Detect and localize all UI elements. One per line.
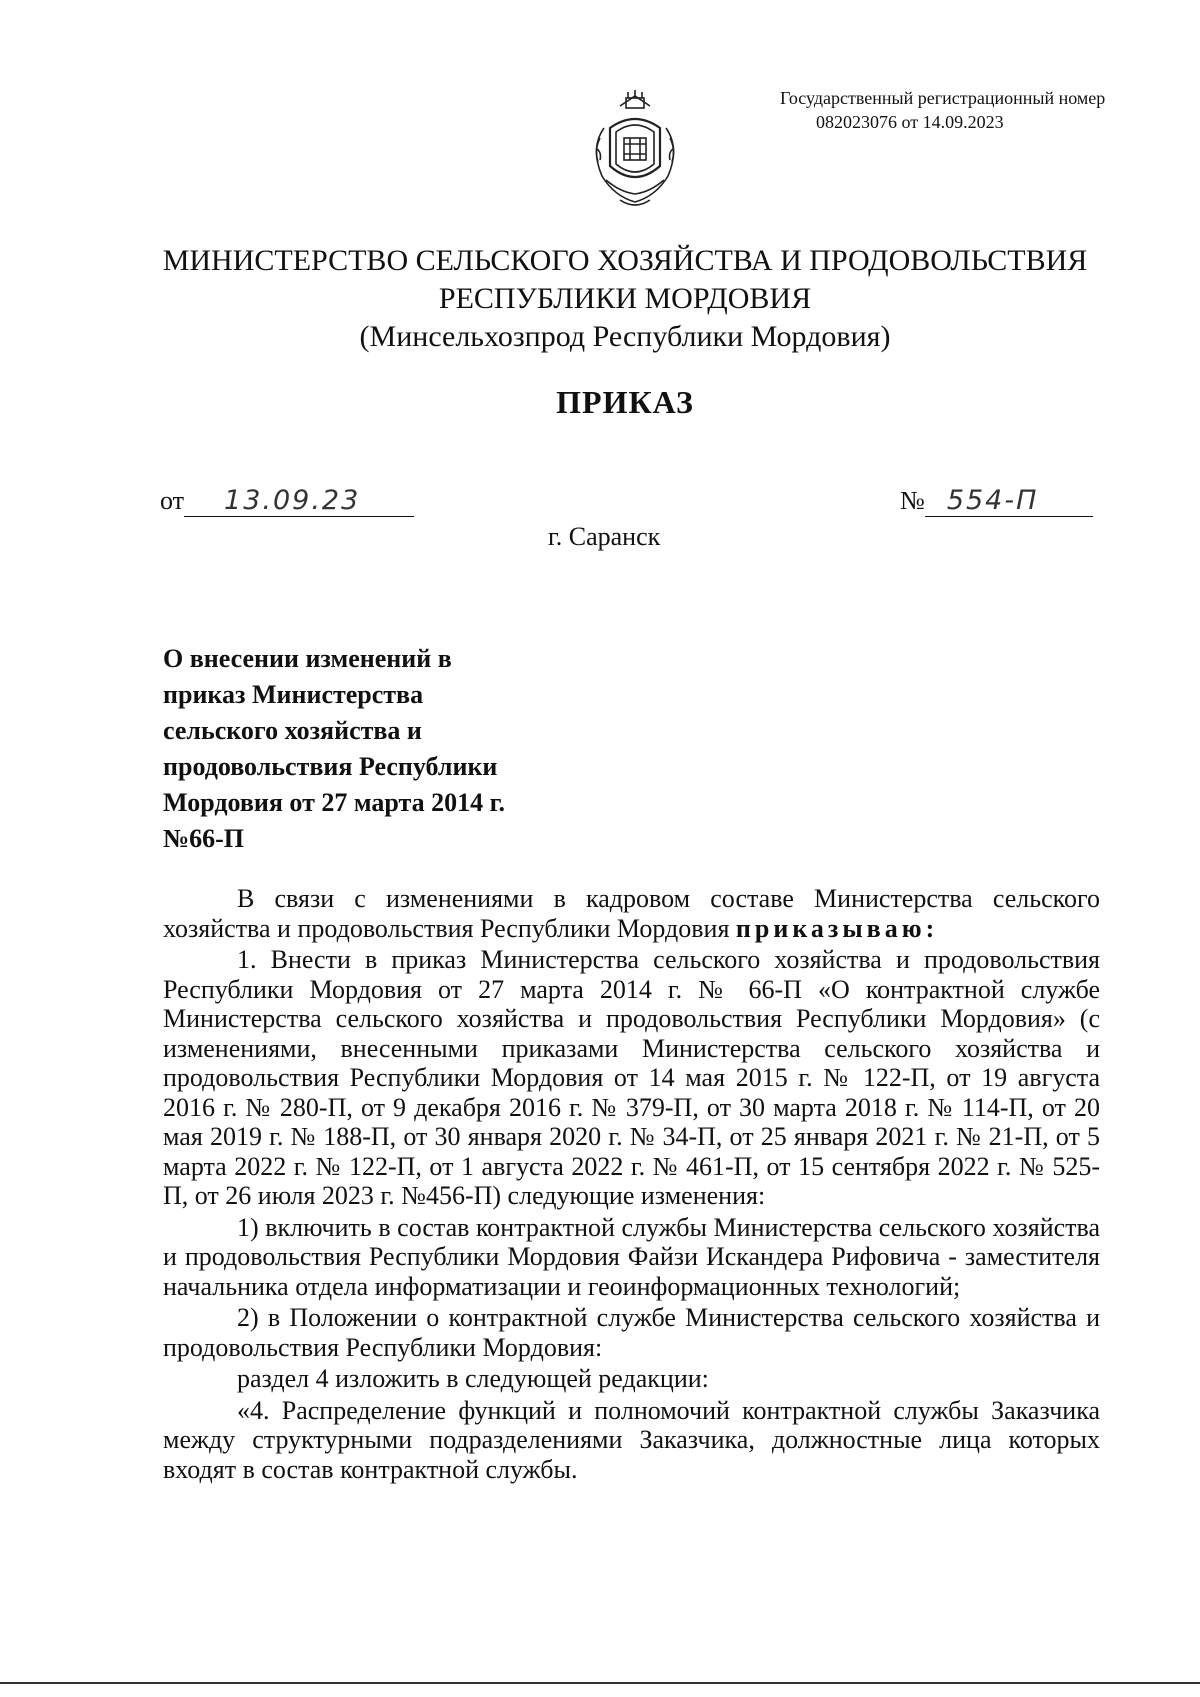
page-bottom-rule xyxy=(0,1682,1200,1684)
number-label: № xyxy=(900,486,925,515)
body-paragraph-4: раздел 4 изложить в следующей редакции: xyxy=(237,1364,709,1393)
subject-line: №66-П xyxy=(163,824,245,853)
order-keyword: приказываю: xyxy=(735,913,939,943)
body-paragraph-3: 2) в Положении о контрактной службе Министерства сельского хозяйства и продовольствия Республики Мордовия: xyxy=(163,1303,1100,1362)
registration-stamp xyxy=(780,86,1180,134)
subject-line: приказ Министерства xyxy=(163,680,424,709)
document-type-title: ПРИКАЗ xyxy=(556,384,694,420)
subject-line: продовольствия Республики xyxy=(163,752,498,781)
order-number xyxy=(900,485,1093,517)
body-paragraph-2: 1) включить в состав контрактной службы Министерства сельского хозяйства и продовольствия Республики Мордовия Файзи Искандера Рифовича - заместителя начальника отдела информатизации и геоинформационных технологий; xyxy=(163,1212,1100,1301)
city-label: г. Саранск xyxy=(548,522,661,551)
date-label: от xyxy=(160,486,185,515)
subject-line: Мордовия от 27 марта 2014 г. xyxy=(163,788,505,817)
body-paragraph-1: 1. Внести в приказ Министерства сельского хозяйства и продовольствия Республики Мордовия от 27 марта 2014 г. № 66-П «О контрактной службе Министерства сельского хозяйства и продовольствия Республики Мордовия» (с изменениями, внесенными приказами Министерства сельского хозяйства и продовольствия Республики Мордовия от 14 мая 2015 г. № 122-П, от 19 августа 2016 г. № 280-П, от 9 декабря 2016 г. № 379-П, от 30 марта 2018 г. № 114-П, от 20 мая 2019 г. № 188-П, от 30 января 2020 г. № 34-П, от 25 января 2021 г. № 21-П, от 5 марта 2022 г. № 122-П, от 1 августа 2022 г. № 461-П, от 15 сентября 2022 г. № 525-П, от 26 июля 2023 г. №456-П) следующие изменения: xyxy=(163,945,1100,1210)
coat-of-arms-icon xyxy=(580,88,690,216)
body-paragraph-preamble xyxy=(163,884,1100,943)
ministry-name-line2: РЕСПУБЛИКИ МОРДОВИЯ xyxy=(438,282,812,315)
ministry-name-line1: МИНИСТЕРСТВО СЕЛЬСКОГО ХОЗЯЙСТВА И ПРОДОВОЛЬСТВИЯ xyxy=(162,244,1088,277)
registration-number: 082023076 от 14.09.2023 xyxy=(816,112,1004,132)
subject-line: сельского хозяйства и xyxy=(163,716,422,745)
subject-line: О внесении изменений в xyxy=(163,644,452,673)
ministry-short-name: (Минсельхозпрод Республики Мордовия) xyxy=(359,320,891,353)
number-handwritten: 554-П xyxy=(925,485,1093,517)
order-date xyxy=(160,485,414,517)
order-body xyxy=(163,884,1100,1486)
body-paragraph-5: «4. Распределение функций и полномочий контрактной службы Заказчика между структурными подразделениями Заказчика, должностные лица которых входят в состав контрактной службы. xyxy=(163,1395,1100,1484)
date-handwritten: 13.09.23 xyxy=(184,485,414,517)
order-subject xyxy=(163,641,583,857)
ministry-header xyxy=(0,242,1200,356)
registration-label: Государственный регистрационный номер xyxy=(780,88,1106,108)
preamble-text: В связи с изменениями в кадровом составе Министерства сельского хозяйства и продовольствия Республики Мордовия xyxy=(163,884,1100,943)
